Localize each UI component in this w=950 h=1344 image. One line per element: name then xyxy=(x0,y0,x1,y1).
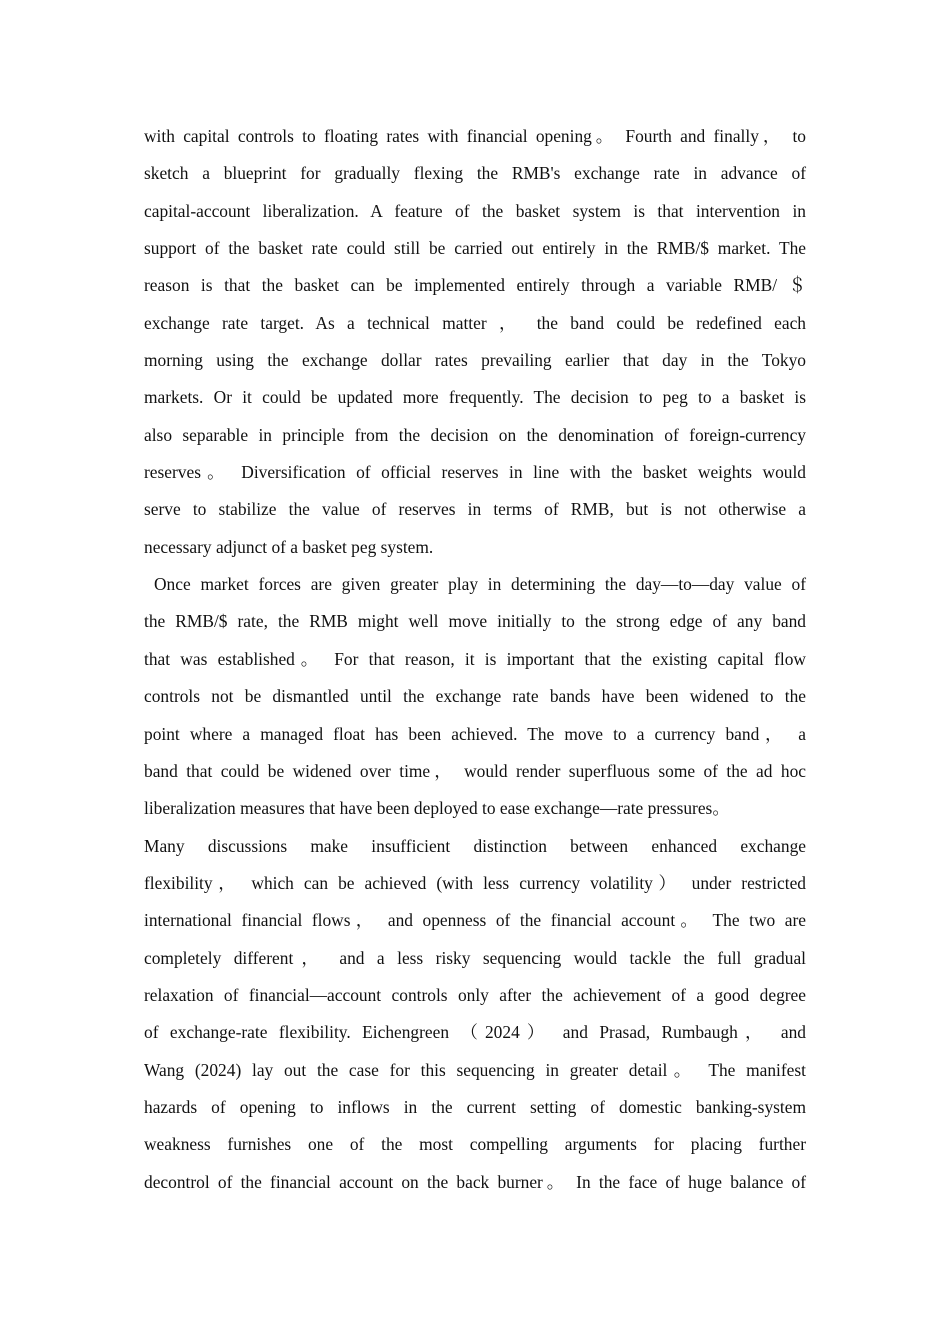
text-line: exchange rate target. As a technical matter ， the band could be redefined each xyxy=(144,312,806,333)
text-line: also separable in principle from the decision on the denomination of foreign-currency xyxy=(144,424,806,445)
text-line: controls not be dismantled until the exchange rate bands have been widened to the xyxy=(144,686,806,707)
text-line: weakness furnishes one of the most compelling arguments for placing further xyxy=(144,1134,806,1155)
text-line: morning using the exchange dollar rates prevailing earlier that day in the Tokyo xyxy=(144,350,806,371)
text-line: decontrol of the financial account on the back burner。 In the face of huge balance of xyxy=(144,1171,806,1192)
text-line: hazards of opening to inflows in the current setting of domestic banking-system xyxy=(144,1096,806,1117)
text-line: flexibility， which can be achieved (with less currency volatility） under restricted xyxy=(144,872,806,893)
text-line: support of the basket rate could still be carried out entirely in the RMB/$ market. The xyxy=(144,238,806,259)
text-line: point where a managed float has been achieved. The move to a currency band， a xyxy=(144,723,806,744)
text-line: liberalization measures that have been deployed to ease exchange—rate pressures。 xyxy=(144,798,730,819)
body-text xyxy=(144,118,806,1201)
text-line: with capital controls to floating rates with financial opening。 Fourth and finally， to xyxy=(144,126,806,146)
text-line: capital-account liberalization. A feature of the basket system is that intervention in xyxy=(144,200,806,221)
text-line: the RMB/$ rate, the RMB might well move initially to the strong edge of any band xyxy=(144,611,806,632)
text-line: sketch a blueprint for gradually flexing the RMB's exchange rate in advance of xyxy=(144,163,806,184)
text-line: reserves。 Diversification of official reserves in line with the basket weights would xyxy=(144,462,806,483)
text-line: markets. Or it could be updated more frequently. The decision to peg to a basket is xyxy=(144,387,806,408)
text-line: reason is that the basket can be implemented entirely through a variable RMB/ ＄ xyxy=(144,275,806,296)
paragraph-first-line: Once market forces are given greater play in determining the day—to—day value of xyxy=(154,574,806,595)
text-line: of exchange-rate flexibility. Eichengreen （2024） and Prasad, Rumbaugh， and xyxy=(144,1022,806,1043)
text-line: necessary adjunct of a basket peg system. xyxy=(144,536,434,557)
text-line: completely different， and a less risky sequencing would tackle the full gradual xyxy=(144,947,806,968)
text-line: international financial flows， and openness of the financial account。 The two are xyxy=(144,910,806,931)
text-line: Wang (2024) lay out the case for this sequencing in greater detail。 The manifest xyxy=(144,1059,806,1080)
text-line: that was established。 For that reason, it is important that the existing capital flow xyxy=(144,648,806,669)
text-line: relaxation of financial—account controls only after the achievement of a good degree xyxy=(144,984,806,1005)
text-line: Many discussions make insufficient distinction between enhanced exchange xyxy=(144,835,806,856)
text-line: serve to stabilize the value of reserves in terms of RMB, but is not otherwise a xyxy=(144,499,806,520)
text-line: band that could be widened over time， would render superfluous some of the ad hoc xyxy=(144,760,806,781)
